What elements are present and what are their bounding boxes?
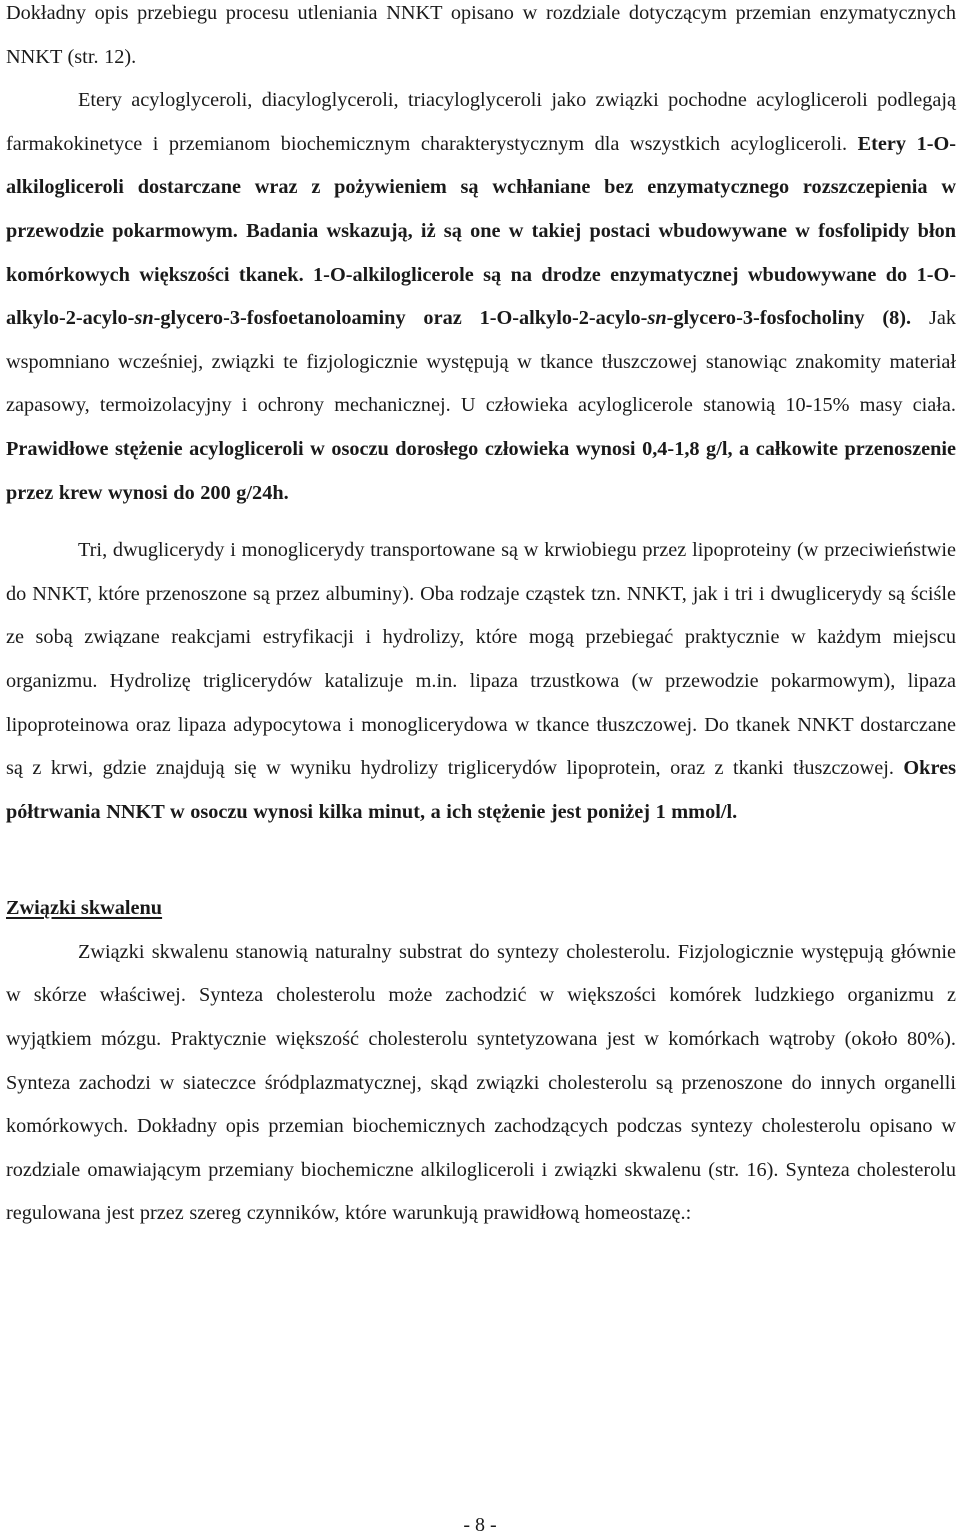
bold-text: Prawidłowe stężenie acylogliceroli w osoczu dorosłego człowieka wynosi 0,4-1,8 g/l, a całkowite przenoszenie przez krew wynosi do 200 g/24h. [6, 437, 956, 504]
document-page [6, 0, 956, 1236]
text-sentence: Jak wspomniano wcześniej, związki te fizjologicznie występują w tkance tłuszczowej stanowiąc znakomity materiał zapasowy, termoizolacyjny i ochrony mechanicznej. U człowieka acyloglicerole stanowią 10-15% masy ciała. [6, 307, 956, 417]
bold-text: Okres półtrwania NNKT w osoczu wynosi kilka minut, a ich stężenie jest poniżej 1 mmol/l. [6, 757, 956, 823]
italic-prefix: sn [134, 307, 154, 330]
paragraph-lipoprotein-transport [6, 529, 956, 834]
text-sentence: Tri, dwuglicerydy i monoglicerydy transportowane są w krwiobiegu przez lipoproteiny (w przeciwieństwie do NNKT, które przenoszone są przez albuminy). Oba rodzaje cząstek tzn. NNKT, jak i tri i dwuglicerydy są ściśle ze sobą związane reakcjami estryfikacji i hydrolizy, które mogą przebiegać praktycznie w każdym miejscu organizmu. Hydrolizę triglicerydów katalizuje m.in. lipaza trzustkowa (w przewodzie pokarmowym), lipaza lipoproteinowa oraz lipaza adypocytowa i monoglicerydowa w tkance tłuszczowej. Do tkanek NNKT dostarczane są z krwi, gdzie znajdują się w wyniku hydrolizy triglicerydów lipoprotein, oraz z tkanki tłuszczowej. [6, 539, 956, 780]
bold-text: -glycero-3-fosfoetanoloaminy oraz 1-O-alkylo-2-acylo- [153, 307, 648, 330]
paragraph-alkylglycerol-ethers [6, 0, 956, 515]
bold-text: Etery 1-O-alkilogliceroli dostarczane wraz z pożywieniem są wchłaniane bez enzymatycznego rozszczepienia w przewodzie pokarmowym. Badania wskazują, iż są one w takiej postaci wbudowywane w fosfolipidy błon komórkowych większości tkanek. 1-O-alkiloglicerole są na drodze enzymatycznej wbudowywane do 1-O-alkylo-2-acylo- [6, 132, 956, 330]
text-sentence: Dokładny opis przebiegu procesu utleniania NNKT opisano w rozdziale dotyczącym przemian enzymatycznych NNKT (str. 12). [6, 2, 956, 68]
bold-text: -glycero-3-fosfocholiny (8). [666, 307, 912, 330]
italic-prefix: sn [647, 307, 667, 330]
section-heading: Związki skwalenu [6, 897, 163, 920]
page-number: - 8 - [463, 1514, 497, 1536]
section-spacing [6, 834, 956, 887]
paragraph-spacing [6, 515, 956, 529]
text-sentence: Etery acyloglyceroli, diacyloglyceroli, triacyloglyceroli jako związki pochodne acylogliceroli podlegają farmakokinetyce i przemianom biochemicznym charakterystycznym dla wszystkich acylogliceroli. [6, 89, 956, 155]
paragraph-squalene-compounds: Związki skwalenu stanowią naturalny substrat do syntezy cholesterolu. Fizjologicznie występują głównie w skórze właściwej. Synteza cholesterolu może zachodzić w większości komórek ludzkiego organizmu z wyjątkiem mózgu. Praktycznie większość cholesterolu syntetyzowana jest w komórkach wątroby (około 80%). Synteza zachodzi w siateczce śródplazmatycznej, skąd związki cholesterolu są przenoszone do innych organelli komórkowych. Dokładny opis przemian biochemicznych zachodzących podczas syntezy cholesterolu opisano w rozdziale omawiającym przemiany biochemiczne alkilogliceroli i związki skwalenu (str. 16). Synteza cholesterolu regulowana jest przez szereg czynników, które warunkują prawidłową homeostazę.: [6, 940, 956, 1225]
